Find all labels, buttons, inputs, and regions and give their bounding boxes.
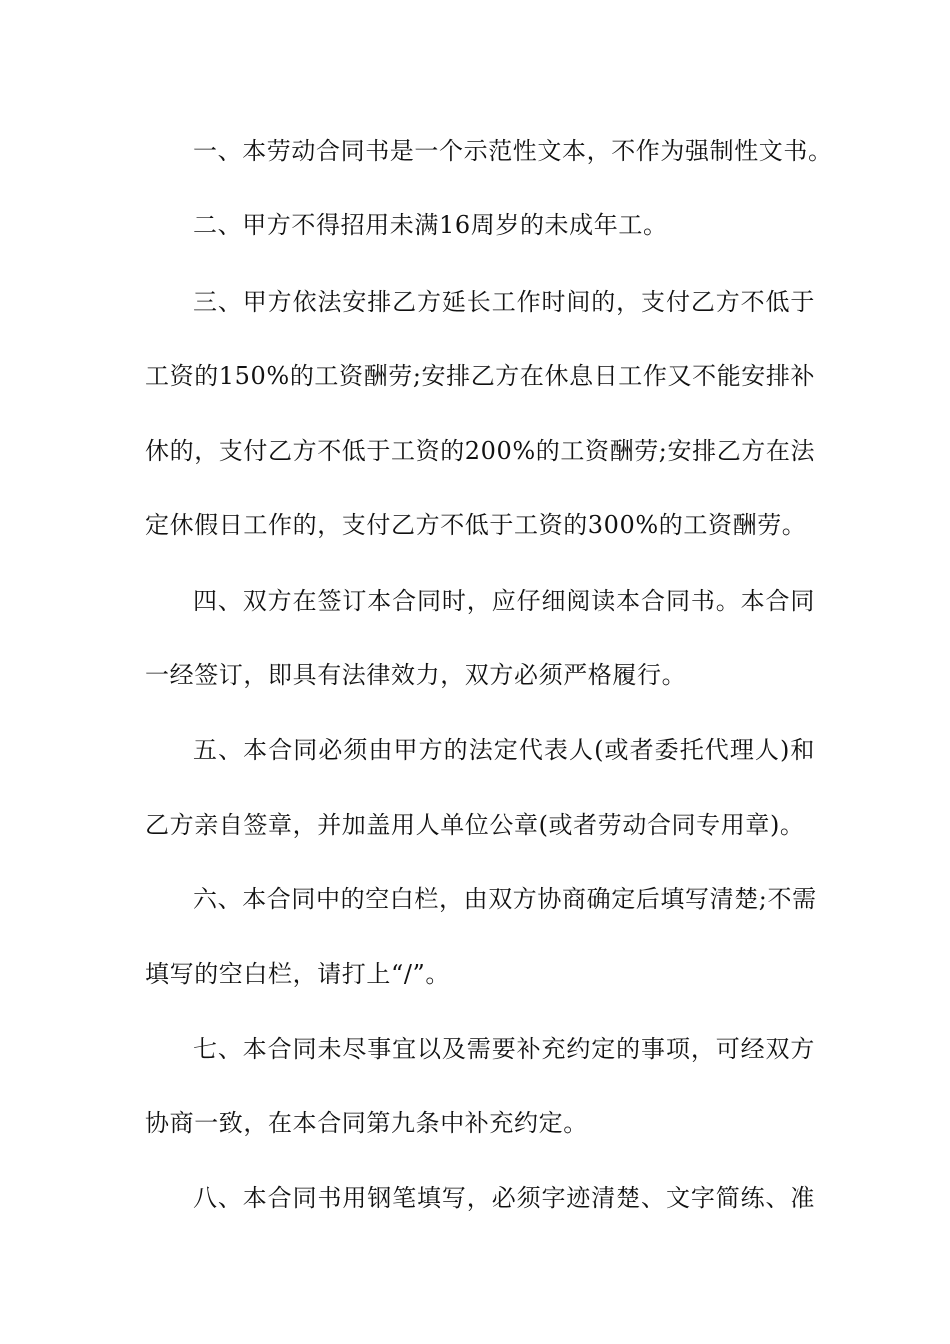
clause-3-line-3: 休的，支付乙方不低于工资的200%的工资酬劳;安排乙方在法	[145, 437, 816, 465]
clause-2-line-1: 二、甲方不得招用未满16周岁的未成年工。	[193, 211, 668, 239]
clause-3-line-4: 定休假日工作的，支付乙方不低于工资的300%的工资酬劳。	[145, 511, 807, 539]
clause-1-line-1: 一、本劳动合同书是一个示范性文本，不作为强制性文书。	[193, 137, 833, 165]
clause-7-line-1: 七、本合同未尽事宜以及需要补充约定的事项，可经双方	[193, 1035, 815, 1063]
clause-6-line-2: 填写的空白栏，请打上“/”。	[145, 960, 451, 988]
clause-8-line-1: 八、本合同书用钢笔填写，必须字迹清楚、文字简练、准	[193, 1184, 815, 1212]
clause-7-line-2: 协商一致，在本合同第九条中补充约定。	[145, 1109, 588, 1137]
clause-3-line-1: 三、甲方依法安排乙方延长工作时间的，支付乙方不低于	[193, 288, 815, 316]
clause-5-line-1: 五、本合同必须由甲方的法定代表人(或者委托代理人)和	[193, 736, 815, 764]
clause-4-line-2: 一经签订，即具有法律效力，双方必须严格履行。	[145, 661, 687, 689]
clause-4-line-1: 四、双方在签订本合同时，应仔细阅读本合同书。本合同	[193, 587, 815, 615]
clause-6-line-1: 六、本合同中的空白栏，由双方协商确定后填写清楚;不需	[193, 885, 817, 913]
clause-3-line-2: 工资的150%的工资酬劳;安排乙方在休息日工作又不能安排补	[145, 362, 816, 390]
clause-5-line-2: 乙方亲自签章，并加盖用人单位公章(或者劳动合同专用章)。	[145, 811, 805, 839]
